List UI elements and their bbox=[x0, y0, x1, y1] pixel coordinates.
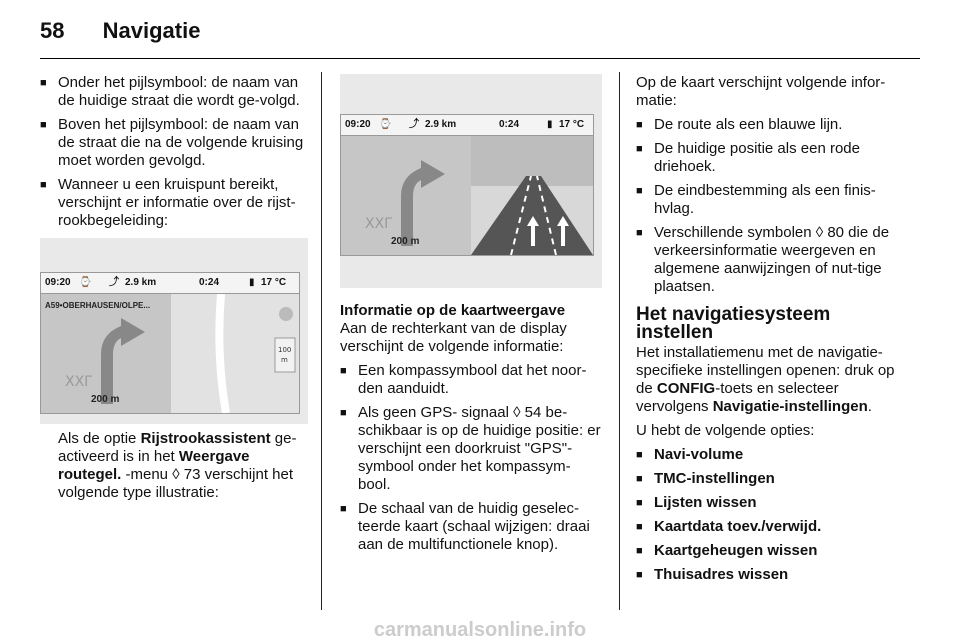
scale-icon: 100 bbox=[278, 346, 292, 354]
clock-icon: ⌚ bbox=[79, 277, 92, 288]
clock-text: 09:20 bbox=[345, 119, 371, 130]
nav-screen bbox=[40, 272, 300, 414]
compass-icon bbox=[279, 307, 293, 321]
clock-text: 09:20 bbox=[45, 277, 71, 288]
status-bar bbox=[341, 115, 593, 136]
list-item: ■ Boven het pijlsymbool: de naam van de straat die na de volgende kruising moet worden gevolgd. bbox=[40, 116, 308, 170]
lane-graphic bbox=[341, 136, 593, 255]
distance-label: 200 m bbox=[391, 236, 420, 247]
distance-label: 200 m bbox=[91, 394, 120, 405]
distance-text: 2.9 km bbox=[125, 277, 157, 288]
column-1 bbox=[40, 74, 308, 508]
list-item: ■ Wanneer u een kruispunt bereikt, verschijnt er informatie over de rijst-rookbegeleiding: bbox=[40, 176, 308, 230]
subheading: Informatie op de kaartweergave bbox=[340, 302, 566, 319]
route-icon: ⤴ bbox=[409, 119, 419, 130]
list-item: ■ De schaal van de huidig geselec-teerde kaart (schaal wijzigen: draai aan de multifunctionele knop). bbox=[340, 500, 602, 554]
column-2 bbox=[340, 74, 602, 560]
column-divider bbox=[619, 72, 620, 610]
list-item: ■ De route als een blauwe lijn. bbox=[636, 116, 906, 134]
list-item: ■ Als geen GPS- signaal ◊ 54 be-schikbaar is op de huidige positie: er verschijnt een doorkruist "GPS"-symbool onder het kompassym-bool. bbox=[340, 404, 602, 494]
flag-icon: ▮ bbox=[249, 277, 255, 288]
list-item: ■ Een kompassymbool dat het noor-den aanduidt. bbox=[340, 362, 602, 398]
lane-sign-icon: XXΓ bbox=[65, 374, 92, 390]
paragraph: Het installatiemenu met de navigatie-specifieke instellingen openen: druk op de CONFIG-toets en selecteer vervolgens Navigatie-instellingen. bbox=[636, 344, 895, 415]
bullet-list bbox=[636, 116, 906, 296]
bullet-list bbox=[40, 74, 308, 230]
bullet-list bbox=[340, 362, 602, 554]
list-item: ■ Onder het pijlsymbool: de naam van de huidige straat die wordt ge-volgd. bbox=[40, 74, 308, 110]
page-number: 58 bbox=[40, 18, 65, 43]
page-header bbox=[40, 18, 200, 44]
watermark: carmanualsonline.info bbox=[373, 619, 587, 641]
section-heading: Het navigatiesysteem instellen bbox=[636, 304, 831, 343]
list-item: ■ Kaartdata toev./verwijd. bbox=[636, 518, 906, 536]
list-item: ■ Navi-volume bbox=[636, 446, 906, 464]
temperature-text: 17 °C bbox=[559, 119, 585, 130]
figure-lane-view-2 bbox=[340, 74, 602, 288]
nav-screen bbox=[340, 114, 594, 256]
list-item: ■ Thuisadres wissen bbox=[636, 566, 906, 584]
eta-text: 0:24 bbox=[199, 277, 220, 288]
paragraph: Aan de rechterkant van de display verschijnt de volgende informatie: bbox=[340, 320, 567, 355]
column-divider bbox=[321, 72, 322, 610]
list-item: ■ De huidige positie als een rode driehoek. bbox=[636, 140, 906, 176]
list-item: ■ TMC-instellingen bbox=[636, 470, 906, 488]
header-rule bbox=[40, 58, 920, 59]
scale-icon: m bbox=[281, 356, 288, 364]
street-name: A59•OBERHAUSEN/OLPE... bbox=[45, 301, 151, 310]
options-list bbox=[636, 446, 906, 584]
distance-text: 2.9 km bbox=[425, 119, 457, 130]
route-icon: ⤴ bbox=[109, 277, 119, 288]
page-title: Navigatie bbox=[102, 18, 201, 43]
list-item: ■ Lijsten wissen bbox=[636, 494, 906, 512]
figure-lane-view-1 bbox=[40, 238, 308, 424]
clock-icon: ⌚ bbox=[379, 119, 392, 130]
paragraph: U hebt de volgende opties: bbox=[636, 422, 815, 439]
list-item: ■ Kaartgeheugen wissen bbox=[636, 542, 906, 560]
temperature-text: 17 °C bbox=[261, 277, 287, 288]
lane-graphic bbox=[41, 294, 299, 413]
paragraph: Als de optie Rijstrookassistent ge-activeerd is in het Weergave routegel. -menu ◊ 73 verschijnt het volgende type illustratie: bbox=[58, 430, 297, 501]
flag-icon: ▮ bbox=[547, 119, 553, 130]
list-item: ■ Verschillende symbolen ◊ 80 die de verkeersinformatie weergeven en algemene aanwijzingen of nut-tige plaatsen. bbox=[636, 224, 906, 296]
eta-text: 0:24 bbox=[499, 119, 520, 130]
list-item: ■ De eindbestemming als een finis-hvlag. bbox=[636, 182, 906, 218]
paragraph: Op de kaart verschijnt volgende infor-matie: bbox=[636, 74, 886, 109]
scale-box bbox=[275, 338, 295, 372]
column-3 bbox=[636, 74, 906, 590]
status-bar bbox=[41, 273, 299, 294]
lane-sign-icon: XXΓ bbox=[365, 216, 392, 232]
